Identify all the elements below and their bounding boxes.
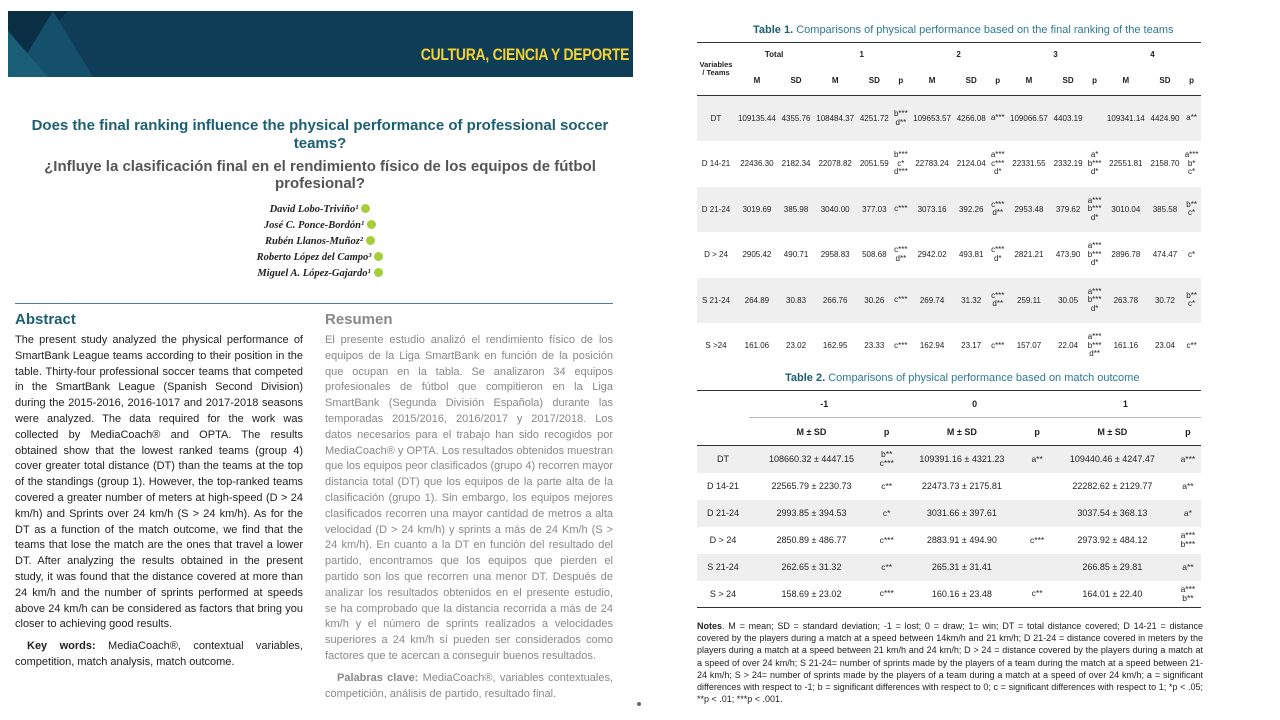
abstract-keywords	[15, 639, 303, 671]
resumen-heading: Resumen	[325, 311, 393, 328]
author	[15, 266, 625, 282]
author-name: David Lobo-Triviño¹	[269, 204, 359, 215]
table1-cell: 162.95	[822, 341, 848, 351]
table2-group: 0	[899, 391, 1049, 418]
notes-text: . M = mean; SD = standard deviation; -1 = lost; 0 = draw; 1= win; DT = total distance covered; D 14-21 = distance covered by the players during a match at a speed between 14km/h and 21 km/h; D 21-24 = distance covered in meters by the players during a match at a speed between 21 km/h and 24 km/h; D > 24 = distance covered by the players during a match at a speed of over 24 km/h; S 21-24= number of sprints made by the players of a team during the match at a speed between 21-24 km/h; S > 24= number of sprints made by the players of a team during a match at a speed of over 24 km/h; a = significant differences with respect to -1; b = significant differences with respect to 0; c = significant differences with respect to 1; *p < .05; **p < .01; ***p < .001.	[697, 621, 1203, 705]
table1-cell: 493.81	[958, 250, 984, 260]
table1-row	[697, 232, 1201, 278]
table1-row-label: D > 24	[704, 250, 728, 260]
table1-p-cell: c**	[1186, 340, 1197, 350]
table2-cell: 22282.62 ± 2129.77	[1072, 481, 1153, 491]
table1-column-header: p	[1182, 65, 1201, 96]
abstract-text: The present study analyzed the physical performance of SmartBank League teams according to their position in the table. Thirty-four professional soccer teams that competed in the SmartBank League (Spanish Second Division) during the 2015-2016, 2016-1017 and 2017-2018 seasons were analyzed. The data required for the work was collected by MediaCoach® and OPTA. The results obtained show that the lowest ranked teams (group 4) cover greater total distance (DT) than the teams at the top of the standings (group 1). However, the top-ranked teams covered a greater number of meters at high-speed (D > 24 km/h) and Sprints over 24 km/h (S > 24 km/h). As for the DT as a function of the match outcome, we find that the teams that lose the match are the ones that travel a lower DT. After analyzing the results obtained in the present study, it was found that the distance covered at more than 24 km/h and the number of sprints performed at speeds above 24 km/h can be considered as factors that bring you closer to achieving good results.	[15, 334, 303, 631]
table1-cell: 22551.81	[1109, 159, 1143, 169]
table1-cell: 490.71	[783, 250, 809, 260]
table2-body	[697, 446, 1201, 608]
table2-p-cell: a*** b***	[1180, 530, 1196, 549]
table1-p-cell: a*** b*** d*	[1087, 286, 1102, 313]
table1-cell: 2953.48	[1014, 204, 1044, 214]
table1-p-cell: a**	[1186, 113, 1197, 123]
table1-cell: 4251.72	[859, 114, 889, 123]
table2-p-cell	[1024, 500, 1050, 527]
table2-p-cell: c***	[879, 588, 894, 599]
table1-p-cell: b** c*	[1186, 199, 1197, 218]
table1-column-header: M	[1104, 65, 1148, 96]
tables-page	[660, 0, 1280, 720]
table2-p-cell: c***	[879, 534, 894, 545]
abstract-heading: Abstract	[15, 311, 76, 328]
table1-p-cell: a*** b*** d*	[1087, 195, 1102, 222]
table2-p-cell: c**	[881, 480, 893, 491]
table2-row	[697, 500, 1201, 527]
table1-column-header: M	[1007, 65, 1051, 96]
table1-cell: 30.26	[864, 295, 885, 305]
table1-cell: 23.33	[864, 341, 885, 351]
table1-column-header: p	[1085, 65, 1104, 96]
table1-cell: 266.76	[822, 295, 848, 305]
table1-cell: 508.68	[862, 250, 887, 260]
table1-group: 1	[813, 43, 910, 66]
author-name: Roberto López del Campo³	[256, 252, 372, 263]
section-divider	[15, 303, 613, 304]
table2-row-label: S > 24	[709, 588, 737, 599]
table1-p-cell: c*** d*	[991, 245, 1005, 263]
author-name: José C. Ponce-Bordón¹	[263, 220, 365, 231]
table2-p-cell: c**	[1031, 588, 1043, 599]
orcid-icon[interactable]	[374, 268, 383, 277]
table1-cell: 4355.76	[781, 114, 811, 123]
table1-group: 3	[1007, 43, 1104, 66]
table2-p-cell	[1024, 554, 1050, 581]
table1-cell: 30.83	[786, 295, 807, 305]
table1-p-cell: a*** c*** d*	[990, 150, 1005, 176]
table1-p-cell: a***	[990, 113, 1005, 123]
table1-p-cell: a* b*** d*	[1087, 150, 1102, 176]
table1-cell: 2158.70	[1150, 159, 1180, 169]
table2-group: 1	[1050, 391, 1201, 418]
table1-cell: 2332.19	[1053, 159, 1083, 169]
table2-cell: 3031.66 ± 397.61	[926, 508, 997, 518]
resumen-keywords	[325, 671, 613, 703]
table1-row	[697, 96, 1201, 142]
table2-caption-text: Comparisons of physical performance based on match outcome	[828, 372, 1140, 384]
orcid-icon[interactable]	[374, 252, 383, 261]
table1-cell: 22783.24	[915, 159, 949, 169]
table1-cell: 385.98	[783, 204, 809, 214]
resumen-body	[325, 333, 613, 702]
table2-label: Table 2.	[785, 372, 826, 384]
journal-name: CULTURA, CIENCIA Y DEPORTE	[420, 45, 629, 64]
table2-p-cell: a**	[1182, 561, 1194, 572]
paper-title-en: Does the final ranking influence the physical performance of professional soccer teams?	[31, 117, 609, 152]
table1-p-cell: c***	[894, 204, 908, 213]
table2-group-header	[697, 391, 1201, 418]
table1-cell: 264.89	[744, 295, 770, 305]
table2-cell: 2993.85 ± 394.53	[776, 508, 847, 518]
table1-column-header: M	[813, 65, 857, 96]
orcid-icon[interactable]	[367, 220, 376, 229]
table1-group: 2	[910, 43, 1007, 66]
table1-p-cell: b*** d**	[893, 109, 908, 127]
table2-row-label: D > 24	[709, 535, 737, 545]
table1-row-label: DT	[710, 114, 722, 123]
table1-cell: 259.11	[1017, 295, 1041, 305]
table1-row	[697, 141, 1201, 187]
table1-sub-header	[697, 65, 1201, 96]
table2-column-header: M ± SD	[1050, 418, 1175, 446]
table1-p-cell	[1085, 96, 1104, 142]
keywords-text: MediaCoach®, contextual variables, competition, match analysis, match outcome.	[15, 640, 303, 668]
table1-cell: 161.06	[744, 341, 770, 351]
table2-cell: 108660.32 ± 4447.15	[768, 454, 854, 465]
author	[15, 218, 625, 234]
table1-row-label: D 14-21	[701, 159, 731, 169]
table1-cell: 4424.90	[1150, 114, 1180, 123]
table1-p-cell: c*** d**	[991, 290, 1005, 309]
table2-p-cell: a*	[1183, 507, 1192, 518]
journal-banner	[8, 11, 633, 77]
table2-cell: 158.69 ± 23.02	[781, 588, 842, 599]
table1-cell: 474.47	[1152, 250, 1178, 260]
table1-cell: 473.90	[1055, 250, 1081, 260]
table1-p-cell: a*** b*** d**	[1087, 332, 1102, 358]
orcid-icon[interactable]	[361, 204, 370, 213]
table2-column-header: p	[1024, 418, 1050, 446]
table1-cell: 2905.42	[742, 250, 772, 260]
table1-cell: 23.17	[961, 341, 982, 351]
page-indicator-dot	[637, 702, 641, 706]
table2-row-label: DT	[717, 454, 729, 465]
table1-cell: 157.07	[1016, 341, 1042, 351]
table2-cell: 262.65 ± 31.32	[781, 562, 842, 572]
table1-p-cell: c*	[1188, 249, 1196, 259]
table1-row-label: S >24	[705, 341, 727, 351]
table1	[697, 42, 1201, 369]
table1-cell: 161.16	[1113, 341, 1139, 351]
table2-row	[697, 581, 1201, 608]
table1-cell: 22436.30	[740, 159, 774, 169]
table1-row-label: S 21-24	[701, 295, 731, 305]
table2-p-cell: b** c***	[879, 449, 894, 469]
table2-p-cell: c***	[1030, 534, 1045, 545]
keywords-label: Palabras clave:	[337, 671, 419, 684]
table2-corner	[697, 391, 749, 446]
table2-p-cell	[1024, 473, 1050, 500]
author-name: Rubén Llanos-Muñoz²	[265, 236, 363, 247]
table2-row	[697, 473, 1201, 500]
table1-column-header: p	[988, 65, 1007, 96]
table1-cell: 162.94	[919, 341, 945, 351]
table1-cell: 23.04	[1154, 341, 1175, 351]
table1-cell: 3010.04	[1111, 204, 1141, 214]
table2-cell: 22473.73 ± 2175.81	[921, 481, 1002, 491]
table1-p-cell: c*** d**	[894, 245, 908, 263]
notes-label: Notes	[697, 621, 723, 631]
table2-cell: 265.31 ± 31.41	[931, 562, 992, 572]
keywords-text: MediaCoach®, variables contextuales, competición, análisis de partido, resultado final.	[325, 671, 613, 700]
table1-column-header: M	[910, 65, 954, 96]
table1-cell: 109135.44	[737, 114, 776, 123]
table1-group-header	[697, 43, 1201, 66]
table1-cell: 30.05	[1058, 295, 1079, 305]
table1-column-header: SD	[1148, 65, 1182, 96]
table1-column-header: SD	[954, 65, 988, 96]
table-notes	[697, 620, 1203, 705]
table1-cell: 269.74	[919, 295, 945, 305]
table1-row	[697, 323, 1201, 369]
table1-row-label: D 21-24	[701, 204, 731, 214]
table1-cell: 3040.00	[820, 204, 850, 214]
table2-sub-header	[697, 418, 1201, 446]
table1-cell: 4266.08	[956, 114, 986, 123]
table1-cell: 109341.14	[1106, 114, 1145, 123]
table2-column-header: M ± SD	[749, 418, 874, 446]
table1-row	[697, 187, 1201, 233]
table1-cell: 3073.16	[917, 204, 947, 214]
table2	[697, 390, 1201, 608]
table2-row-label: D 14-21	[706, 481, 740, 491]
table1-cell: 31.32	[961, 295, 982, 305]
table1-cell: 30.72	[1154, 295, 1175, 305]
table2-cell: 164.01 ± 22.40	[1082, 588, 1143, 599]
table1-cell: 2182.34	[781, 159, 811, 169]
table2-p-cell: a***	[1180, 453, 1196, 464]
resumen-text: El presente estudio analizó el rendimiento físico de los equipos de la Liga SmartBank en función de la posición que ocupan en la tabla. Se analizaron 34 equipos profesionales de fútbol que compitieron en la Liga SmartBank (Segunda División Española) durante las temporadas 2015/2016, 2016/2017 y 2017/2018. Los datos necesarios para el trabajo han sido recogidos por MediaCoach® y OPTA. Los resultados obtenidos muestran que los equipos peor clasificados (grupo 4) recorren mayor distancia total (DT) que los equipos de la parte alta de la clasificación (grupo 1). Sin embargo, los equipos mejores clasificados recorren una mayor cantidad de metros a alta velocidad (D > 24 km/h) y sprints a más de 24 Km/h (S > 24 km/h). En cuanto a la DT en función del resultado del partido, encontramos que los equipos que pierden el partido son los que recorren una menor DT. Después de analizar los resultados obtenidos en el presente estudio, se ha comprobado que la distancia recorrida a más de 24 km/h y el número de sprints realizados a velocidades superiores a 24 km/h sí pueden ser considerados como factores que te acercan a conseguir buenos resultados.	[325, 334, 613, 662]
table1-p-cell: c***	[991, 340, 1005, 350]
table1-column-header: SD	[1051, 65, 1085, 96]
banner-decoration	[8, 11, 633, 77]
table2-row-label: S 21-24	[707, 562, 739, 572]
table1-p-cell: a*** b*** d*	[1087, 241, 1102, 267]
table2-cell: 2973.92 ± 484.12	[1077, 535, 1148, 545]
author	[15, 202, 625, 218]
table1-cell: 377.03	[862, 204, 887, 214]
table2-p-cell: a*** b**	[1180, 583, 1196, 603]
author-list	[15, 202, 625, 282]
table1-cell: 263.78	[1113, 295, 1139, 305]
table1-cell: 109653.57	[913, 114, 951, 123]
table1-p-cell: c***	[894, 295, 908, 304]
table1-cell: 2821.21	[1014, 250, 1044, 260]
table1-caption-text: Comparisons of physical performance based on the final ranking of the teams	[796, 24, 1174, 36]
table2-cell: 109440.46 ± 4247.47	[1069, 454, 1155, 465]
table1-cell: 108484.37	[816, 114, 855, 123]
table1-label: Table 1.	[753, 24, 794, 36]
table2-p-cell: a**	[1031, 453, 1043, 464]
table1-p-cell: c***	[894, 340, 908, 350]
table1-p-cell: a*** b* c*	[1184, 150, 1199, 176]
table2-cell: 160.16 ± 23.48	[931, 588, 992, 599]
table2-group: -1	[749, 391, 899, 418]
table2-p-cell: c*	[882, 507, 891, 518]
table2-row	[697, 446, 1201, 473]
table1-column-header: M	[735, 65, 779, 96]
table1-caption	[753, 24, 1173, 36]
table1-cell: 392.26	[958, 204, 984, 214]
table1-cell: 22.04	[1058, 341, 1079, 351]
table1-corner: Variables / Teams	[697, 43, 735, 96]
table2-cell: 109391.16 ± 4321.23	[919, 454, 1005, 465]
table2-row	[697, 554, 1201, 581]
table2-column-header: p	[874, 418, 900, 446]
table1-p-cell: c*** d**	[991, 199, 1005, 218]
keywords-label: Key words:	[27, 640, 96, 653]
table1-group: Total	[735, 43, 813, 66]
table2-cell: 266.85 ± 29.81	[1082, 562, 1143, 572]
author-name: Miguel A. López-Gajardo¹	[257, 268, 371, 279]
table1-column-header: SD	[779, 65, 813, 96]
table2-row	[697, 527, 1201, 554]
table1-cell: 22078.82	[818, 159, 852, 169]
table1-p-cell: b*** c* d***	[893, 150, 908, 176]
table1-row	[697, 278, 1201, 324]
table2-column-header: p	[1175, 418, 1201, 446]
abstract-body	[15, 333, 303, 671]
table2-cell: 22565.79 ± 2230.73	[771, 481, 852, 491]
table1-p-cell: b** c*	[1186, 290, 1197, 309]
table1-cell: 22331.55	[1012, 159, 1046, 169]
table1-cell: 2051.59	[859, 159, 889, 169]
table1-cell: 385.58	[1152, 204, 1178, 214]
table1-cell: 109066.57	[1010, 114, 1048, 123]
table1-cell: 2942.02	[917, 250, 947, 260]
table1-cell: 4403.19	[1053, 114, 1083, 123]
table2-column-header: M ± SD	[899, 418, 1024, 446]
table1-cell: 2896.78	[1111, 250, 1141, 260]
table1-group: 4	[1104, 43, 1201, 66]
table1-column-header: SD	[857, 65, 891, 96]
paper-title-es: ¿Influye la clasificación final en el rendimiento físico de los equipos de fútbol profesional?	[44, 158, 596, 192]
orcid-icon[interactable]	[366, 236, 375, 245]
author	[15, 234, 625, 250]
table1-column-header: p	[892, 65, 911, 96]
table1-cell: 379.62	[1055, 204, 1081, 214]
table2-cell: 2883.91 ± 494.90	[926, 535, 997, 545]
author	[15, 250, 625, 266]
table1-cell: 3019.69	[742, 204, 772, 214]
table1-cell: 2124.04	[956, 159, 986, 169]
table2-cell: 3037.54 ± 368.13	[1077, 508, 1148, 518]
table2-caption	[785, 372, 1139, 384]
table1-cell: 23.02	[786, 341, 807, 351]
table1-cell: 2958.83	[820, 250, 850, 260]
table2-p-cell: c**	[881, 561, 893, 572]
table1-body	[697, 96, 1201, 369]
table2-row-label: D 21-24	[706, 508, 740, 518]
table2-p-cell: a**	[1182, 480, 1194, 491]
table2-cell: 2850.89 ± 486.77	[776, 535, 847, 545]
